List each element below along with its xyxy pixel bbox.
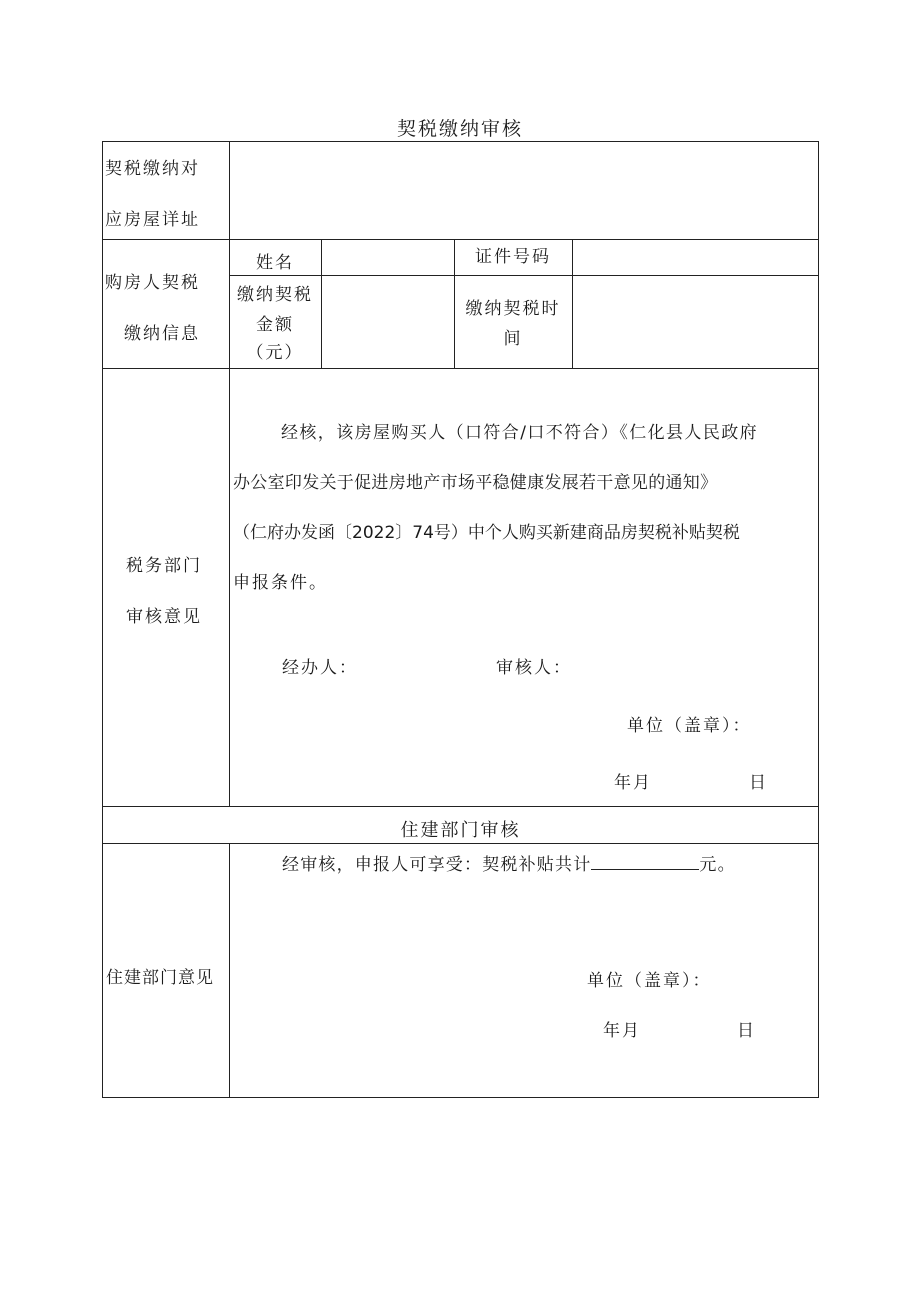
table-border-bottom [102,1097,819,1098]
tax-amount-label-line2: 金额 [256,315,294,335]
tax-opinion-line4: 申报条件。 [233,573,328,593]
column-divider [229,843,230,1097]
housing-unit-seal-label: 单位（盖章）： [587,971,712,991]
tax-amount-label-line1: 缴纳契税 [237,285,313,305]
housing-section-title: 住建部门审核 [400,820,521,841]
name-label: 姓名 [256,253,294,273]
housing-opinion-suffix: 元。 [699,855,736,875]
tax-dept-label-line2: 审核意见 [126,607,202,627]
tax-opinion-line3: （仁府办发函〔2022〕74号）中个人购买新建商品房契税补贴契税 [233,523,740,543]
tax-time-label-line2: 间 [503,329,523,349]
buyer-label-line2: 缴纳信息 [124,324,200,344]
tax-time-label-line1: 缴纳契税时 [465,299,561,319]
row-divider [102,806,819,807]
tax-time-value-cell[interactable] [573,276,818,368]
page-title: 契税缴纳审核 [396,118,523,140]
name-value-cell[interactable] [322,240,454,275]
tax-amount-label-line3: （元） [246,343,304,363]
tax-dept-opinion-text [233,410,817,593]
id-number-label: 证件号码 [475,247,551,267]
id-number-value-cell[interactable] [573,240,818,275]
row-divider [102,843,819,844]
tax-opinion-line1: 经核，该房屋购买人（口符合/口不符合）《仁化县人民政府 [281,423,759,443]
address-label-line2: 应房屋详址 [105,210,200,230]
column-divider [229,141,230,806]
tax-dept-label-line1: 税务部门 [126,556,202,576]
tax-opinion-line2: 办公室印发关于促进房地产市场平稳健康发展若干意见的通知》 [233,473,718,493]
housing-date-year-month: 年月 [603,1021,641,1041]
subsidy-amount-blank[interactable] [591,851,699,870]
tax-unit-seal-label: 单位（盖章）： [627,716,752,736]
tax-amount-value-cell[interactable] [322,276,454,368]
housing-opinion-text [282,850,736,875]
handler-label: 经办人： [282,658,358,678]
table-border-left [102,141,103,1097]
buyer-label-line1: 购房人契税 [105,273,200,293]
address-value-cell[interactable] [230,142,818,239]
address-label-line1: 契税缴纳对 [105,159,200,179]
tax-date-year-month: 年月 [614,773,652,793]
housing-opinion-prefix: 经审核，申报人可享受：契税补贴共计 [282,855,592,875]
tax-date-day: 日 [749,773,768,793]
housing-dept-label: 住建部门意见 [106,968,214,988]
housing-date-day: 日 [737,1021,756,1041]
reviewer-label: 审核人： [496,658,572,678]
table-border-right [818,141,819,1097]
row-divider [102,368,819,369]
